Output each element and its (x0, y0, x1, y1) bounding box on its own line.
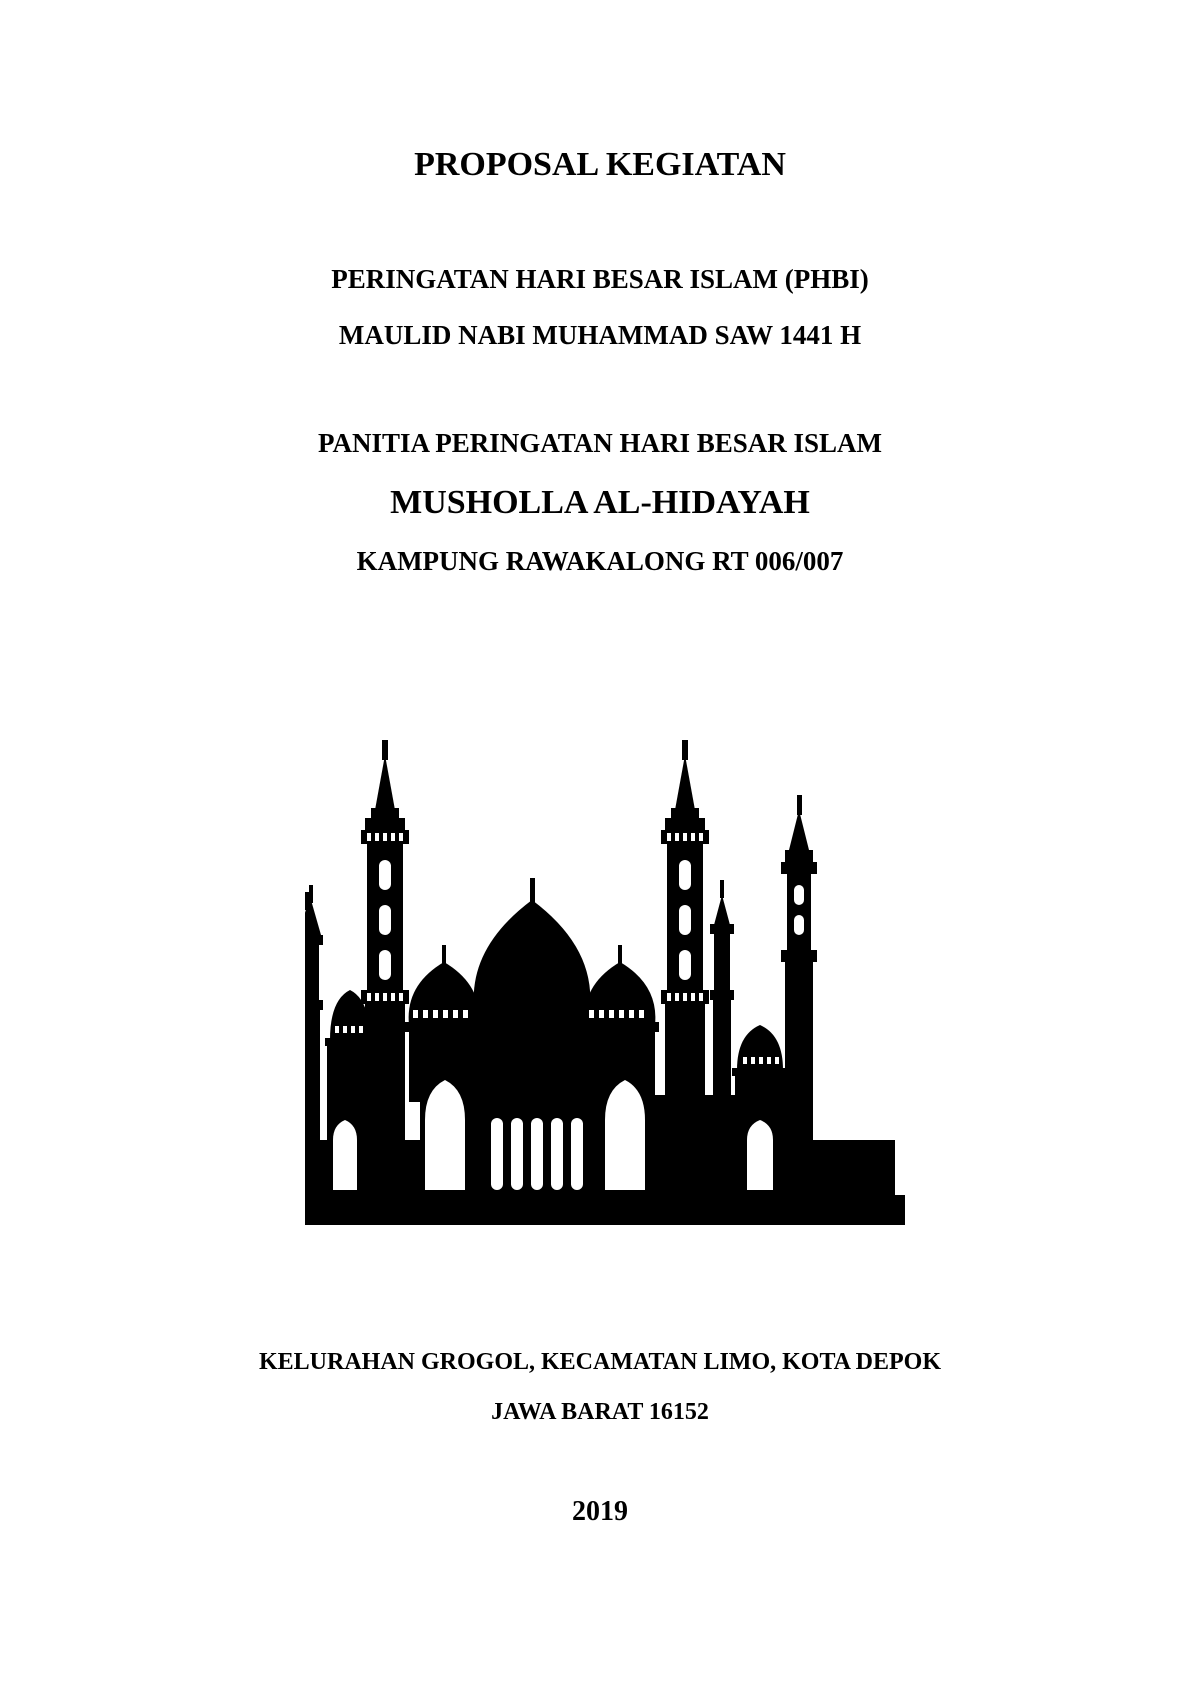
mosque-silhouette-icon (305, 700, 905, 1225)
location-name: KAMPUNG RAWAKALONG RT 006/007 (356, 546, 844, 576)
event-name-line-2: MAULID NABI MUHAMMAD SAW 1441 H (338, 320, 862, 350)
committee-name: PANITIA PERINGATAN HARI BESAR ISLAM (317, 428, 883, 458)
address-line-2: JAWA BARAT 16152 (491, 1399, 709, 1425)
address-line-1: KELURAHAN GROGOL, KECAMATAN LIMO, KOTA DEPOK (258, 1349, 942, 1375)
cover-year: 2019 (572, 1496, 628, 1527)
organization-name: MUSHOLLA AL-HIDAYAH (390, 484, 810, 521)
cover-title: PROPOSAL KEGIATAN (414, 146, 786, 183)
event-name-line-1: PERINGATAN HARI BESAR ISLAM (PHBI) (331, 264, 869, 294)
